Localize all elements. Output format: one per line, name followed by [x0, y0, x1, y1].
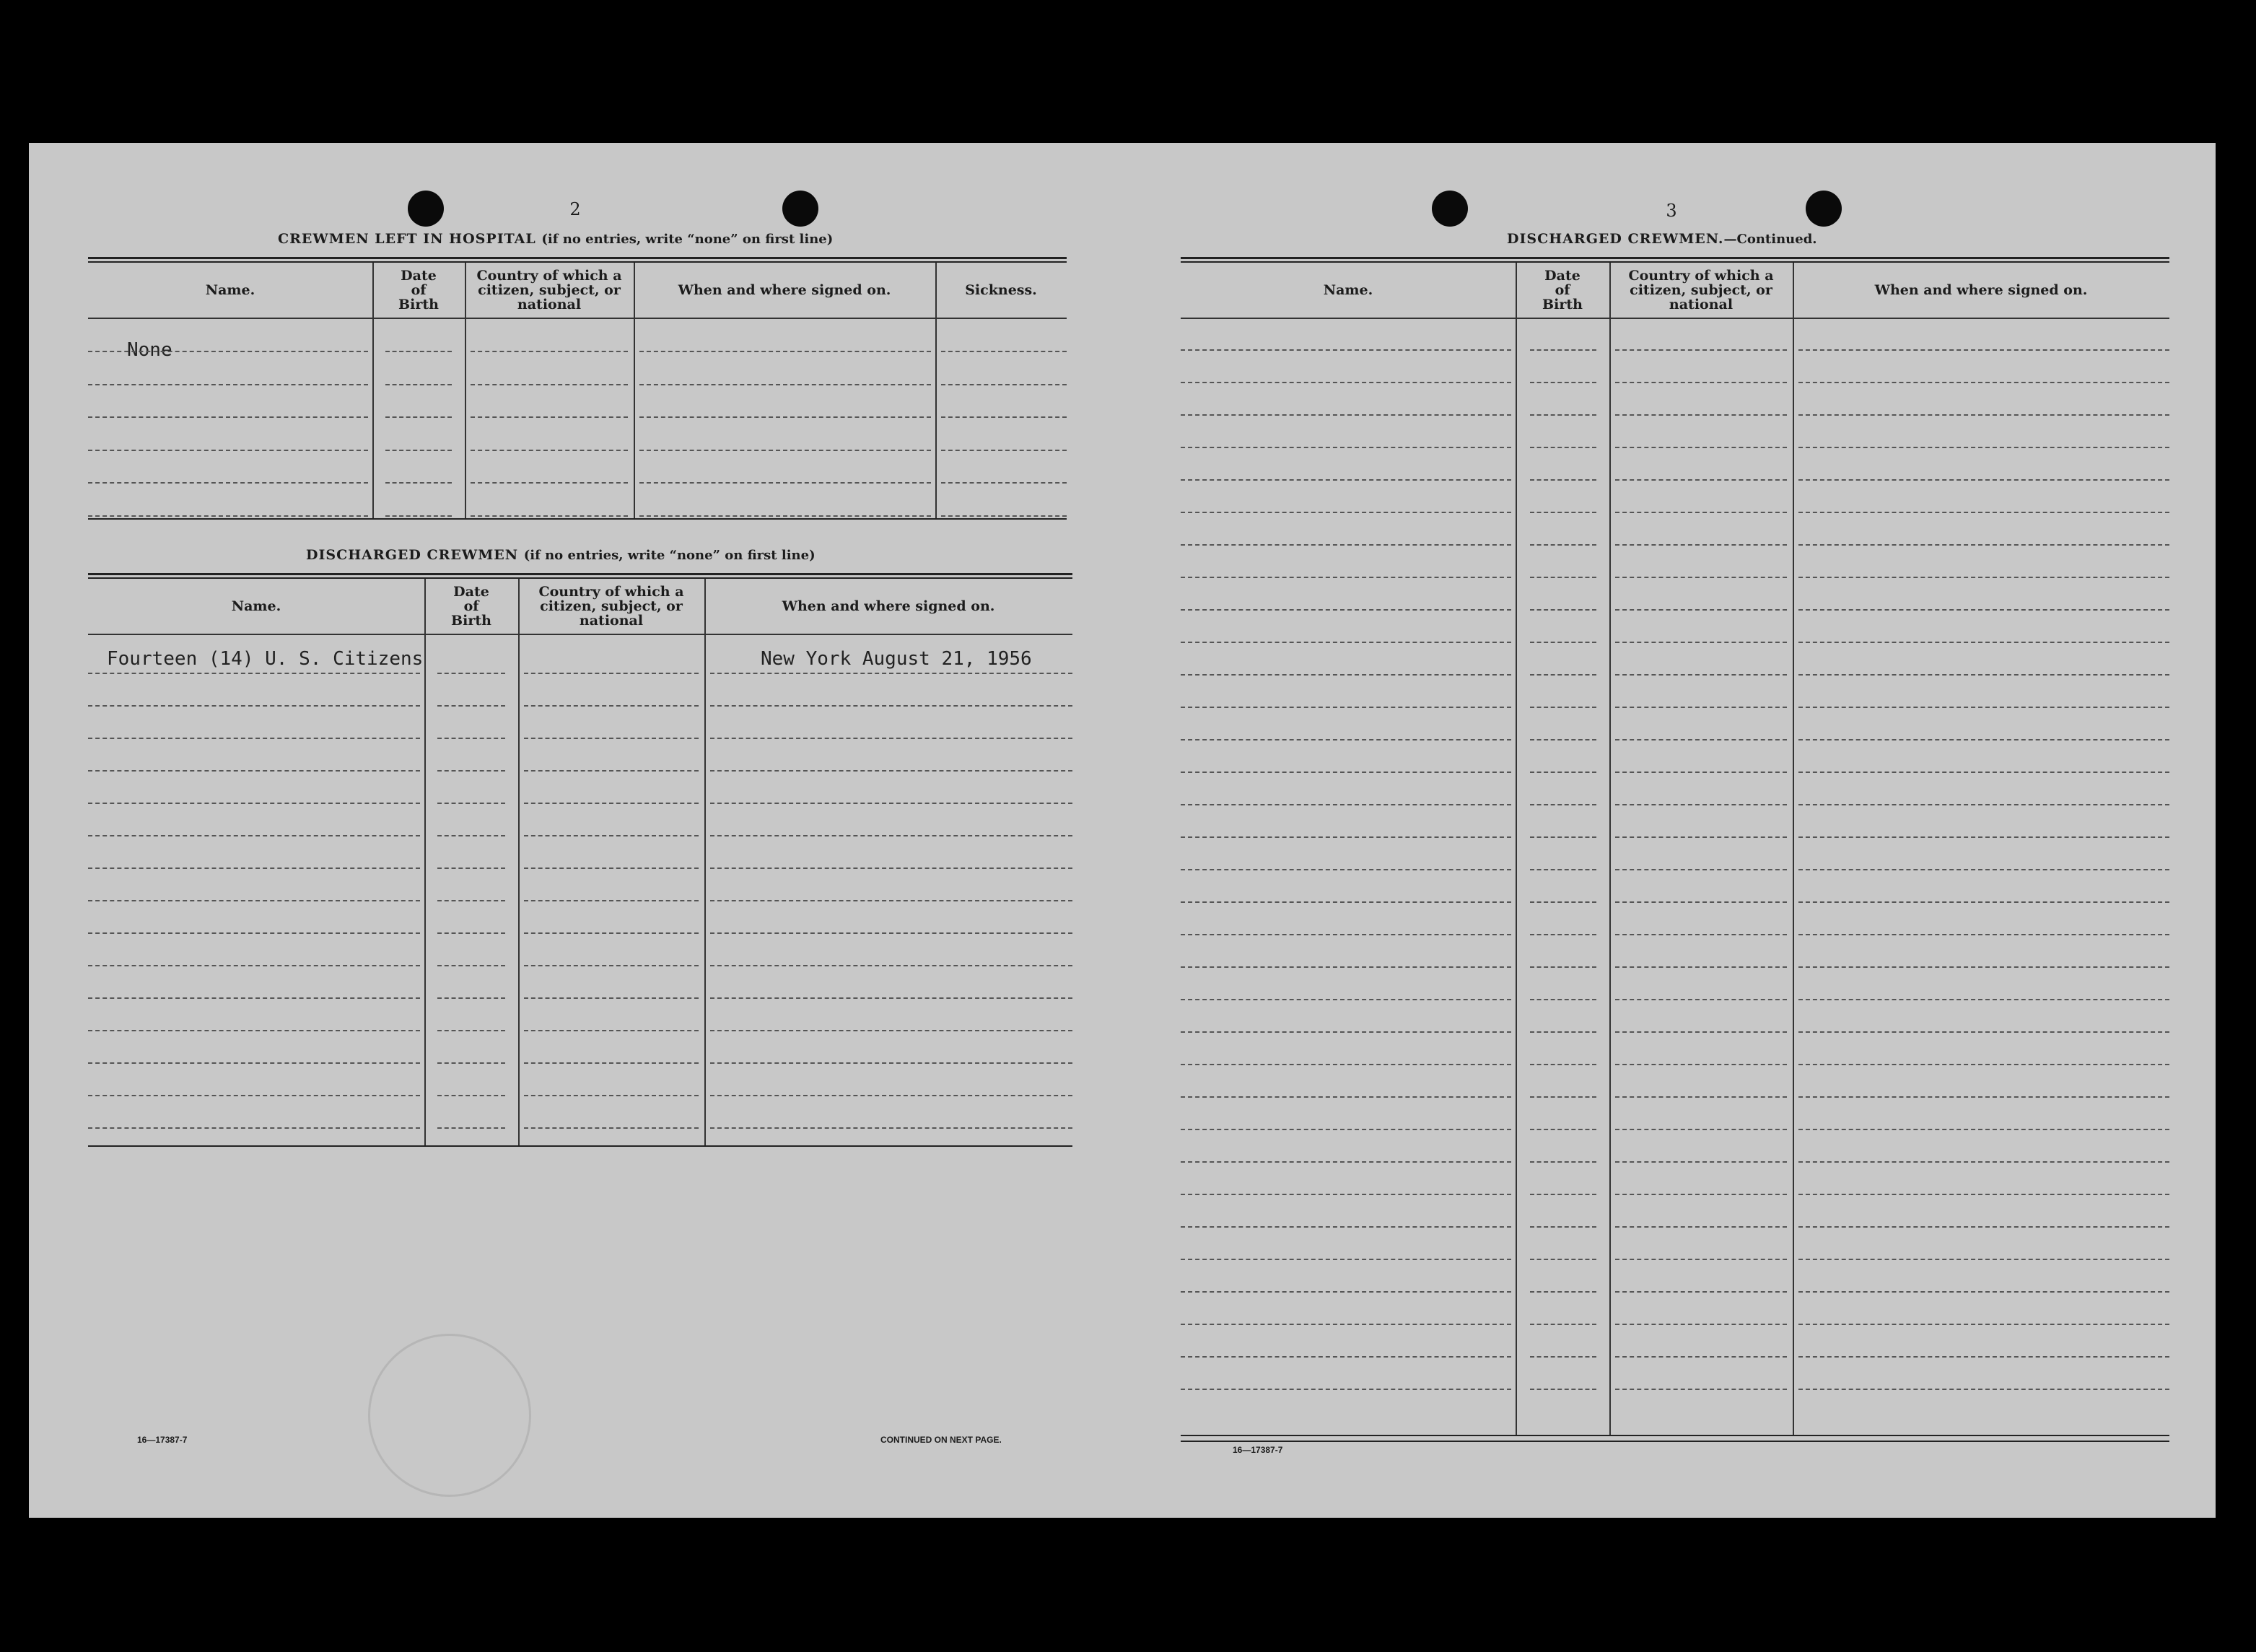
entry-line [1615, 1389, 1787, 1390]
entry-line [1181, 1324, 1511, 1325]
discharged-section-title [306, 547, 816, 563]
entry-line [88, 351, 368, 352]
entry-line [710, 705, 1072, 707]
entry-line [1615, 966, 1787, 968]
entry-line [437, 705, 505, 707]
entry-line [437, 673, 505, 674]
entry-line [471, 416, 628, 418]
entry-line [941, 450, 1067, 451]
entry-line [1530, 544, 1596, 546]
column-header-signed-on: When and where signed on. [1874, 282, 2088, 298]
entry-line [88, 770, 420, 772]
entry-line [1181, 1259, 1511, 1260]
entry-line [1615, 1031, 1787, 1033]
entry-line [1615, 1324, 1787, 1325]
hospital-entry-name: None [127, 339, 172, 361]
entry-line [524, 997, 699, 999]
entry-line [1530, 901, 1596, 903]
entry-line [1181, 1194, 1511, 1195]
entry-line [88, 1127, 420, 1129]
entry-line [1181, 869, 1511, 870]
entry-line [710, 867, 1072, 869]
entry-line [1530, 1356, 1596, 1358]
entry-line [1181, 349, 1511, 351]
entry-line [1181, 1291, 1511, 1293]
entry-line [1615, 447, 1787, 448]
entry-line [710, 835, 1072, 836]
entry-line [88, 705, 420, 707]
punch-hole [1432, 191, 1468, 227]
entry-line [385, 416, 452, 418]
entry-line [1798, 642, 2169, 643]
entry-line [1530, 739, 1596, 740]
entry-line [1615, 642, 1787, 643]
entry-line [88, 738, 420, 739]
entry-line [88, 835, 420, 836]
entry-line [1798, 479, 2169, 481]
entry-line [88, 1030, 420, 1031]
entry-line [1530, 804, 1596, 805]
entry-line [1615, 901, 1787, 903]
discharged-title-text: DISCHARGED CREWMEN [306, 547, 519, 563]
entry-line [1181, 479, 1511, 481]
entry-line [437, 997, 505, 999]
entry-line [1181, 382, 1511, 383]
entry-line [1798, 577, 2169, 578]
discharged-table [88, 573, 1072, 1150]
entry-line [1615, 349, 1787, 351]
entry-line [88, 867, 420, 869]
discharged-title-note: (if no entries, write “none” on first line) [523, 548, 816, 563]
entry-line [1615, 674, 1787, 676]
entry-line [710, 1062, 1072, 1064]
entry-line [941, 515, 1067, 517]
entry-line [524, 965, 699, 966]
entry-line [710, 900, 1072, 901]
entry-line [1530, 1389, 1596, 1390]
entry-line [1615, 1161, 1787, 1163]
entry-line [1181, 1064, 1511, 1065]
continued-note: CONTINUED ON NEXT PAGE. [880, 1435, 1002, 1445]
entry-line [88, 515, 368, 517]
entry-line [88, 384, 368, 385]
entry-line [1181, 1389, 1511, 1390]
entry-line [1181, 1226, 1511, 1228]
entry-line [471, 384, 628, 385]
entry-line [1798, 999, 2169, 1000]
entry-line [1798, 349, 2169, 351]
entry-line [385, 384, 452, 385]
entry-line [1530, 1259, 1596, 1260]
entry-line [1615, 1064, 1787, 1065]
entry-line [710, 1095, 1072, 1096]
entry-line [1181, 1161, 1511, 1163]
entry-line [88, 803, 420, 804]
entry-line [1530, 512, 1596, 513]
entry-line [1530, 1129, 1596, 1130]
entry-line [1798, 674, 2169, 676]
entry-line [710, 997, 1072, 999]
entry-line [1181, 707, 1511, 708]
entry-line [88, 482, 368, 484]
entry-line [1615, 1291, 1787, 1293]
entry-line [710, 770, 1072, 772]
column-header-date-of-birth: Date of Birth [398, 268, 439, 313]
entry-line [1798, 609, 2169, 611]
entry-line [524, 867, 699, 869]
entry-line [1615, 382, 1787, 383]
entry-line [710, 1030, 1072, 1031]
punch-hole [408, 191, 444, 227]
right-title-text: DISCHARGED CREWMEN. [1507, 231, 1724, 247]
entry-line [1615, 1259, 1787, 1260]
entry-line [1615, 609, 1787, 611]
entry-line [88, 965, 420, 966]
entry-line [1181, 1356, 1511, 1358]
entry-line [1798, 1064, 2169, 1065]
discharged-entry-name: Fourteen (14) U. S. Citizens [107, 648, 424, 670]
entry-line [88, 450, 368, 451]
entry-line [1615, 869, 1787, 870]
entry-line [941, 351, 1067, 352]
entry-line [1181, 609, 1511, 611]
entry-line [1798, 447, 2169, 448]
entry-line [639, 384, 931, 385]
entry-line [1530, 577, 1596, 578]
entry-line [524, 1062, 699, 1064]
entry-line [1615, 772, 1787, 773]
entry-line [385, 482, 452, 484]
entry-line [1181, 966, 1511, 968]
entry-line [1181, 414, 1511, 416]
column-header-country: Country of which a citizen, subject, or national [476, 268, 622, 313]
entry-line [1798, 1389, 2169, 1390]
entry-line [1530, 1226, 1596, 1228]
entry-line [471, 450, 628, 451]
entry-line [710, 932, 1072, 934]
entry-line [1798, 1291, 2169, 1293]
entry-line [385, 515, 452, 517]
entry-line [437, 932, 505, 934]
entry-line [941, 384, 1067, 385]
hospital-section-title [278, 231, 833, 247]
entry-line [1798, 1031, 2169, 1033]
hospital-title-text: CREWMEN LEFT IN HOSPITAL [278, 231, 536, 247]
entry-line [385, 450, 452, 451]
entry-line [524, 932, 699, 934]
column-header-signed-on: When and where signed on. [678, 282, 891, 298]
entry-line [437, 867, 505, 869]
entry-line [1530, 349, 1596, 351]
entry-line [1798, 772, 2169, 773]
entry-line [1530, 674, 1596, 676]
entry-line [1530, 836, 1596, 838]
entry-line [437, 900, 505, 901]
hospital-title-note: (if no entries, write “none” on first line) [541, 232, 834, 247]
entry-line [1615, 999, 1787, 1000]
column-header-name: Name. [1323, 282, 1373, 298]
entry-line [1615, 934, 1787, 935]
entry-line [1530, 1064, 1596, 1065]
entry-line [1530, 707, 1596, 708]
discharged-entry-signed-on: New York August 21, 1956 [761, 648, 1032, 670]
entry-line [710, 673, 1072, 674]
entry-line [1615, 1226, 1787, 1228]
entry-line [1530, 1324, 1596, 1325]
left-page-number: 2 [569, 199, 581, 219]
entry-line [437, 835, 505, 836]
entry-line [1615, 1096, 1787, 1098]
entry-line [1530, 609, 1596, 611]
column-header-sickness: Sickness. [965, 282, 1037, 298]
column-header-country: Country of which a citizen, subject, or national [538, 584, 684, 629]
entry-line [1530, 447, 1596, 448]
entry-line [1181, 739, 1511, 740]
entry-line [1798, 544, 2169, 546]
entry-line [524, 1030, 699, 1031]
entry-line [1615, 804, 1787, 805]
faded-stamp [368, 1334, 531, 1497]
entry-line [1798, 934, 2169, 935]
entry-line [639, 351, 931, 352]
entry-line [1181, 544, 1511, 546]
entry-line [941, 482, 1067, 484]
entry-line [437, 770, 505, 772]
entry-line [1615, 544, 1787, 546]
entry-line [437, 1030, 505, 1031]
entry-line [1798, 869, 2169, 870]
entry-line [710, 1127, 1072, 1129]
entry-line [1798, 739, 2169, 740]
entry-line [524, 835, 699, 836]
entry-line [1181, 512, 1511, 513]
entry-line [1530, 1031, 1596, 1033]
entry-line [524, 770, 699, 772]
entry-line [1181, 447, 1511, 448]
manifest-sheet [29, 143, 2216, 1518]
entry-line [437, 803, 505, 804]
entry-line [941, 416, 1067, 418]
entry-line [1798, 707, 2169, 708]
entry-line [524, 1127, 699, 1129]
entry-line [1181, 901, 1511, 903]
entry-line [524, 803, 699, 804]
entry-line [524, 900, 699, 901]
entry-line [1530, 869, 1596, 870]
entry-line [1181, 642, 1511, 643]
entry-line [524, 705, 699, 707]
entry-line [1181, 934, 1511, 935]
entry-line [1798, 1129, 2169, 1130]
right-form-number: 16—17387-7 [1233, 1445, 1283, 1455]
entry-line [437, 1127, 505, 1129]
entry-line [1181, 577, 1511, 578]
entry-line [1530, 1194, 1596, 1195]
entry-line [1181, 674, 1511, 676]
entry-line [471, 515, 628, 517]
entry-line [88, 997, 420, 999]
entry-line [1530, 999, 1596, 1000]
entry-line [88, 1062, 420, 1064]
column-header-name: Name. [205, 282, 255, 298]
entry-line [1530, 1291, 1596, 1293]
entry-line [1798, 382, 2169, 383]
entry-line [1615, 1356, 1787, 1358]
entry-line [1530, 1096, 1596, 1098]
entry-line [471, 482, 628, 484]
column-header-signed-on: When and where signed on. [782, 598, 995, 614]
entry-line [1181, 1031, 1511, 1033]
entry-line [1615, 739, 1787, 740]
entry-line [437, 1095, 505, 1096]
entry-line [1798, 1226, 2169, 1228]
right-title-suffix: —Continued. [1723, 232, 1817, 247]
discharged-continued-table [1181, 257, 2169, 1441]
entry-line [1530, 966, 1596, 968]
entry-line [639, 515, 931, 517]
entry-line [1181, 999, 1511, 1000]
entry-line [524, 738, 699, 739]
entry-line [437, 738, 505, 739]
entry-line [1530, 642, 1596, 643]
entry-line [88, 900, 420, 901]
hospital-table [88, 257, 1067, 524]
entry-line [1530, 382, 1596, 383]
entry-line [1530, 479, 1596, 481]
entry-line [1615, 836, 1787, 838]
entry-line [1798, 1259, 2169, 1260]
entry-line [1181, 772, 1511, 773]
entry-line [471, 351, 628, 352]
entry-line [1798, 1161, 2169, 1163]
entry-line [710, 738, 1072, 739]
entry-line [1798, 1324, 2169, 1325]
entry-line [1530, 414, 1596, 416]
column-header-country: Country of which a citizen, subject, or national [1628, 268, 1774, 313]
entry-line [710, 803, 1072, 804]
entry-line [524, 1095, 699, 1096]
entry-line [88, 416, 368, 418]
entry-line [1798, 1356, 2169, 1358]
entry-line [437, 1062, 505, 1064]
entry-line [524, 673, 699, 674]
entry-line [1615, 1194, 1787, 1195]
entry-line [1530, 772, 1596, 773]
entry-line [88, 673, 420, 674]
entry-line [88, 932, 420, 934]
entry-line [1530, 1161, 1596, 1163]
right-section-title [1507, 231, 1817, 247]
entry-line [710, 965, 1072, 966]
entry-line [1798, 804, 2169, 805]
entry-line [1615, 512, 1787, 513]
entry-line [639, 416, 931, 418]
entry-line [1181, 1129, 1511, 1130]
column-header-date-of-birth: Date of Birth [451, 584, 491, 629]
entry-line [1615, 479, 1787, 481]
entry-line [1615, 707, 1787, 708]
right-page-number: 3 [1666, 201, 1677, 221]
entry-line [1798, 414, 2169, 416]
entry-line [1798, 836, 2169, 838]
entry-line [639, 450, 931, 451]
entry-line [1181, 1096, 1511, 1098]
entry-line [1615, 414, 1787, 416]
punch-hole [782, 191, 818, 227]
entry-line [639, 482, 931, 484]
entry-line [1798, 901, 2169, 903]
entry-line [1181, 804, 1511, 805]
entry-line [1181, 836, 1511, 838]
entry-line [1798, 512, 2169, 513]
entry-line [437, 965, 505, 966]
punch-hole [1806, 191, 1842, 227]
left-form-number: 16—17387-7 [137, 1435, 188, 1445]
entry-line [88, 1095, 420, 1096]
entry-line [1798, 1096, 2169, 1098]
column-header-name: Name. [231, 598, 281, 614]
entry-line [1615, 1129, 1787, 1130]
column-header-date-of-birth: Date of Birth [1542, 268, 1583, 313]
entry-line [385, 351, 452, 352]
entry-line [1798, 966, 2169, 968]
entry-line [1798, 1194, 2169, 1195]
entry-line [1530, 934, 1596, 935]
entry-line [1615, 577, 1787, 578]
